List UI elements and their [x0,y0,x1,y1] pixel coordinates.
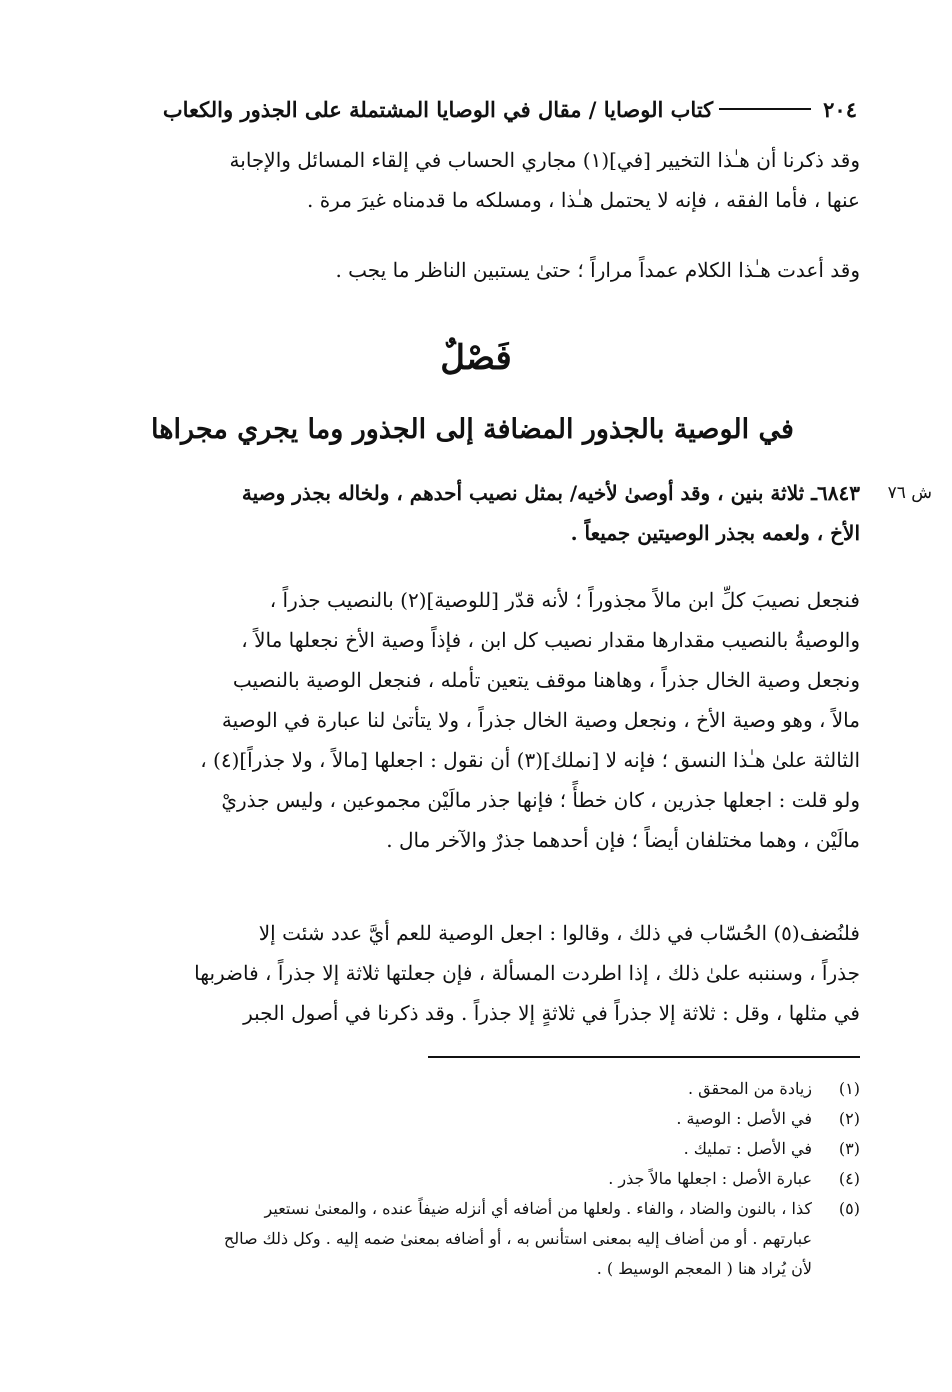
footnote-number: (١) [838,1079,860,1098]
footnote-text: لأن يُراد هنا ( المعجم الوسيط ) . [596,1259,812,1278]
footnote-number: (٢) [838,1109,860,1128]
text-line: ٦٨٤٣ـ ثلاثة بنين ، وقد أوصىٰ لأخيه/ بمثل نصيب أحدهم ، ولخاله بجذر وصية [241,481,860,505]
intro-paragraph [85,140,860,220]
footnote-continuation [85,1224,860,1254]
text-line: مالاً ، وهو وصية الأخ ، ونجعل وصية الخال جذراً ، ولا يتأتىٰ لنا عبارة في الوصية [221,708,860,732]
text-line: جذراً ، وسننبه علىٰ ذلك ، إذا اطردت المسألة ، فإن جعلتها ثلاثة إلا جذراً ، فاضربها [194,961,860,985]
footnote-item [85,1134,860,1164]
footnote-number: (٣) [838,1139,860,1158]
text-line: والوصيةُ بالنصيب مقدارها مقدار نصيب كل ابن ، فإذاً وصية الأخ نجعلها مالاً ، [241,628,860,652]
text-line: وقد أعدت هـٰذا الكلام عمداً مراراً ؛ حتىٰ يستبين الناظر ما يجب . [335,258,860,282]
footnote-separator [428,1056,860,1058]
text-line: ولو قلت : اجعلها جذرين ، كان خطأً ؛ فإنها جذر مالَيْن مجموعين ، وليس جذريْ [221,788,860,812]
footnote-text: كذا ، بالنون والضاد ، والفاء . ولعلها من أضافه أي أنزله ضيفاً عنده ، والمعنىٰ نستعير [264,1199,812,1218]
footnote-item [85,1074,860,1104]
footnote-text: زيادة من المحقق . [688,1079,812,1098]
text-line: الثالثة علىٰ هـٰذا النسق ؛ فإنه لا [نملك](٣) أن نقول : اجعلها [مالاً ، ولا جذراً](٤) ، [200,748,860,772]
footnote-continuation [85,1254,860,1284]
footnotes [85,1074,860,1284]
section-ornament: فَصْلٌ [440,338,512,378]
footnote-text: في الأصل : تمليك . [683,1139,812,1158]
footnote-item [85,1194,860,1224]
footnote-item [85,1164,860,1194]
paragraph-1 [85,580,860,860]
running-title: كتاب الوصايا / مقال في الوصايا المشتملة على الجذور والكعاب [162,96,714,122]
page-header [85,92,857,126]
text-line: فنجعل نصيبَ كلِّ ابن مالاً مجذوراً ؛ لأنه قدّر [للوصية](٢) بالنصيب جذراً ، [269,588,860,612]
footnote-item [85,1104,860,1134]
footnote-text: في الأصل : الوصية . [676,1109,812,1128]
text-line: عنها ، فأما الفقه ، فإنه لا يحتمل هـٰذا ، ومسلكه ما قدمناه غيرَ مرة . [306,188,860,212]
problem-statement [85,473,860,553]
paragraph-2 [85,913,860,1033]
footnote-number: (٤) [838,1169,860,1188]
text-line: وقد ذكرنا أن هـٰذا التخيير [في](١) مجاري الحساب في إلقاء المسائل والإجابة [229,148,860,172]
page-number: ٢٠٤ [823,96,857,122]
text-line: في مثلها ، وقل : ثلاثة إلا جذراً في ثلاثةٍ إلا جذراً . وقد ذكرنا في أصول الجبر [243,1001,860,1025]
footnote-text: عبارة الأصل : اجعلها مالاً جذر . [608,1169,812,1188]
section-heading: في الوصية بالجذور المضافة إلى الجذور وما يجري مجراها [151,414,794,445]
text-line: فلنُضف(٥) الحُسّاب في ذلك ، وقالوا : اجعل الوصية للعم أيَّ عدد شئت إلا [258,921,860,945]
text-line: مالَيْن ، وهما مختلفان أيضاً ؛ فإن أحدهما جذرٌ والآخر مال . [386,828,860,852]
header-dash [719,108,811,110]
footnote-text: عبارتهم . أو من أضاف إليه بمعنى استأنس به ، أو أضافه بمعنىٰ ضمه إليه . وكل ذلك صالح [223,1229,812,1248]
text-line: ونجعل وصية الخال جذراً ، وهاهنا موقف يتعين تأمله ، فنجعل الوصية بالنصيب [232,668,860,692]
margin-page-note: ش ٧٦ [887,483,932,503]
text-line: الأخ ، ولعمه بجذر الوصيتين جميعاً . [570,521,860,545]
footnote-number: (٥) [838,1199,860,1218]
intro-paragraph-2 [85,250,860,290]
